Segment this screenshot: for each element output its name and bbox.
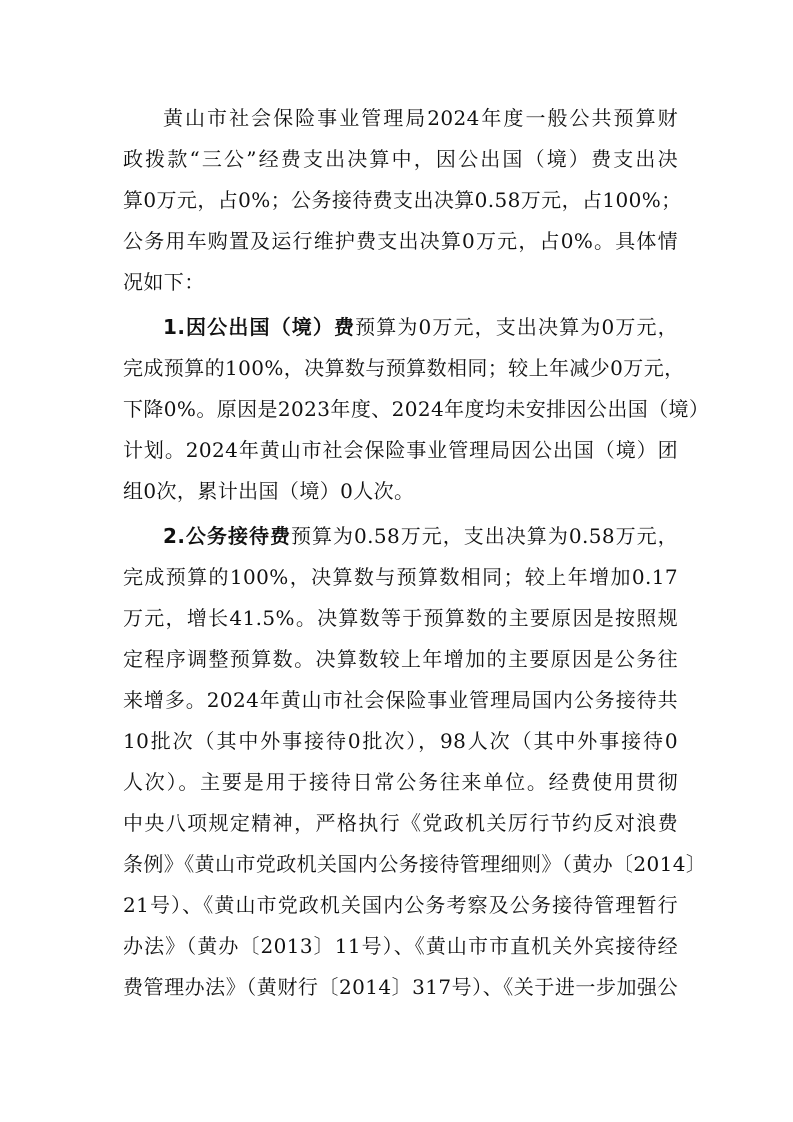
paragraph-3-line-1-text: 预算为0.58万元，支出决算为0.58万元， — [290, 524, 678, 548]
paragraph-3-line-12: 费管理办法》（黄财行〔2014〕317号）、《关于进一步加强公 — [123, 975, 678, 999]
paragraph-3-line-10: 21号）、《黄山市党政机关国内公务考察及公务接待管理暂行 — [123, 893, 678, 917]
paragraph-1-line-3: 算0万元，占0%；公务接待费支出决算0.58万元，占100%； — [123, 188, 682, 212]
paragraph-3-line-2: 完成预算的100%，决算数与预算数相同；较上年增加0.17 — [123, 565, 678, 589]
paragraph-2-line-2: 完成预算的100%，决算数与预算数相同；较上年减少0万元， — [123, 356, 685, 380]
paragraph-1-line-2: 政拨款“三公”经费支出决算中，因公出国（境）费支出决 — [123, 147, 678, 171]
section-heading-official-reception: 2.公务接待费 — [163, 524, 291, 548]
paragraph-3-line-4: 定程序调整预算数。决算数较上年增加的主要原因是公务往 — [123, 647, 678, 671]
section-heading-overseas-travel: 1.因公出国（境）费 — [163, 315, 356, 339]
paragraph-1-line-1: 黄山市社会保险事业管理局2024年度一般公共预算财 — [163, 106, 678, 130]
paragraph-2-line-1 — [163, 307, 678, 347]
paragraph-2-line-4: 计划。2024年黄山市社会保险事业管理局因公出国（境）团 — [123, 438, 678, 462]
paragraph-1-line-5: 况如下： — [123, 270, 205, 294]
paragraph-2-line-5: 组0次，累计出国（境）0人次。 — [123, 479, 415, 503]
paragraph-3-line-5: 来增多。2024年黄山市社会保险事业管理局国内公务接待共 — [123, 688, 678, 712]
paragraph-3-line-8: 中央八项规定精神，严格执行《党政机关厉行节约反对浪费 — [123, 811, 678, 835]
paragraph-3-line-11: 办法》（黄办〔2013〕11号）、《黄山市市直机关外宾接待经 — [123, 934, 678, 958]
paragraph-2-line-1-text: 预算为0万元，支出决算为0万元， — [355, 315, 678, 339]
paragraph-2-line-3: 下降0%。原因是2023年度、2024年度均未安排因公出国（境） — [123, 397, 710, 421]
paragraph-1-line-4: 公务用车购置及运行维护费支出决算0万元，占0%。具体情 — [123, 229, 678, 253]
paragraph-3-line-3: 万元，增长41.5%。决算数等于预算数的主要原因是按照规 — [123, 606, 678, 630]
paragraph-3-line-6: 10批次（其中外事接待0批次），98人次（其中外事接待0 — [123, 729, 678, 753]
paragraph-3-line-9: 条例》《黄山市党政机关国内公务接待管理细则》（黄办〔2014〕 — [123, 852, 707, 876]
paragraph-3-line-7: 人次）。主要是用于接待日常公务往来单位。经费使用贯彻 — [123, 770, 678, 794]
paragraph-3-line-1 — [163, 516, 678, 556]
